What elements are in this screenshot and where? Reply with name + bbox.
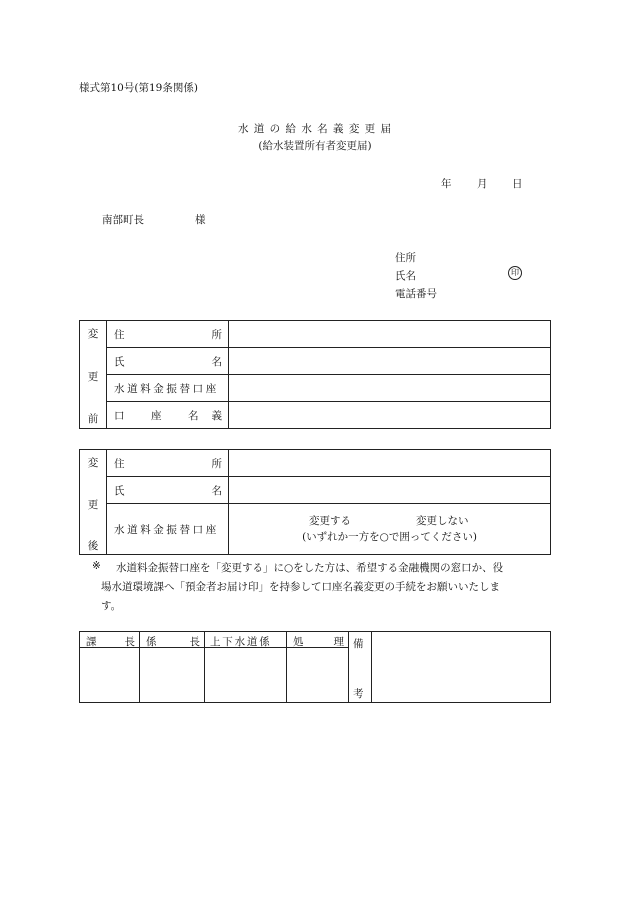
processing-header — [287, 632, 349, 648]
after-side-char: 後 — [87, 540, 99, 552]
before-side-char: 変 — [87, 328, 99, 340]
label-char: 座 — [151, 410, 162, 422]
header-char: 長 — [189, 635, 200, 648]
section-chief-stamp[interactable] — [80, 648, 140, 703]
account-option-cell — [229, 504, 551, 555]
addressee-name: 南部町長 — [102, 214, 144, 226]
water-section-header — [205, 632, 287, 648]
before-name-label — [107, 348, 229, 375]
seal-icon: 印 — [508, 266, 522, 280]
after-name-label — [107, 477, 229, 504]
label-char: 住 — [114, 329, 125, 341]
label-text: 水道料金振替口座 — [114, 524, 219, 536]
label-text: 水道料金振替口座 — [114, 383, 219, 395]
subsection-chief-header — [140, 632, 205, 648]
date-day-label: 日 — [512, 178, 523, 190]
label-char: 名 — [211, 485, 222, 497]
subsection-chief-stamp[interactable] — [140, 648, 205, 703]
date-month-label: 月 — [477, 178, 488, 190]
before-change-table — [79, 320, 551, 429]
after-address-label — [107, 450, 229, 477]
before-address-label — [107, 321, 229, 348]
form-subtitle: (給水装置所有者変更届) — [258, 140, 372, 152]
label-char: 住 — [114, 458, 125, 470]
label-char: 名 — [188, 410, 199, 422]
header-char: 課 — [86, 635, 97, 648]
label-char: 名 — [211, 356, 222, 368]
label-char: 所 — [211, 458, 222, 470]
before-account-holder-label — [107, 402, 229, 429]
form-number: 様式第10号(第19条関係) — [79, 82, 198, 94]
option-change[interactable]: 変更する — [309, 514, 351, 527]
header-char: 処 — [293, 635, 304, 648]
header-char: 長 — [124, 635, 135, 648]
label-char: 所 — [211, 329, 222, 341]
before-side-char: 更 — [87, 371, 99, 383]
office-use-table — [79, 631, 551, 703]
after-account-label — [107, 504, 229, 555]
header-char: 係 — [146, 635, 157, 648]
header-char: 考 — [353, 688, 364, 700]
label-char: 氏 — [114, 485, 125, 497]
section-chief-header — [80, 632, 140, 648]
header-text: 上下水道係 — [210, 635, 272, 648]
before-side-char: 前 — [87, 413, 99, 425]
after-side-char: 更 — [87, 499, 99, 511]
water-section-stamp[interactable] — [205, 648, 287, 703]
before-account-value[interactable] — [229, 375, 551, 402]
applicant-phone-label: 電話番号 — [395, 288, 437, 300]
before-name-value[interactable] — [229, 348, 551, 375]
after-side-label — [80, 450, 107, 555]
remarks-value[interactable] — [372, 632, 551, 703]
before-address-value[interactable] — [229, 321, 551, 348]
after-side-char: 変 — [87, 457, 99, 469]
option-instruction: (いずれか一方を○で囲ってください) — [302, 530, 477, 543]
before-account-holder-value[interactable] — [229, 402, 551, 429]
addressee-honorific: 様 — [195, 214, 206, 226]
before-account-label — [107, 375, 229, 402]
after-change-table — [79, 449, 551, 555]
remarks-header — [349, 632, 372, 703]
after-name-value[interactable] — [229, 477, 551, 504]
label-char: 口 — [114, 410, 125, 422]
before-side-label — [80, 321, 107, 429]
note-line-1: 水道料金振替口座を「変更する」に○をした方は、希望する金融機関の窓口か、役 — [116, 562, 504, 574]
processing-stamp[interactable] — [287, 648, 349, 703]
note-line-2: 場水道環境課へ「預金者お届け印」を持参して口座名義変更の手続をお願いいたしま — [101, 581, 500, 593]
header-char: 理 — [333, 635, 344, 648]
date-year-label: 年 — [441, 178, 452, 190]
form-title: 水 道 の 給 水 名 義 変 更 届 — [237, 123, 393, 135]
label-char: 義 — [211, 410, 222, 422]
note-line-3: す。 — [101, 600, 122, 612]
applicant-address-label: 住所 — [395, 252, 416, 264]
seal-mark — [508, 266, 522, 280]
note-mark: ※ — [92, 560, 101, 572]
option-no-change[interactable]: 変更しない — [416, 514, 469, 527]
after-address-value[interactable] — [229, 450, 551, 477]
applicant-name-label: 氏名 — [395, 270, 416, 282]
label-char: 氏 — [114, 356, 125, 368]
header-char: 備 — [353, 638, 364, 650]
